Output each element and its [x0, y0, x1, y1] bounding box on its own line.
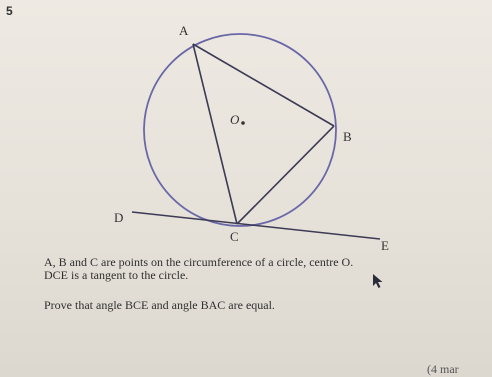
mouse-pointer-icon — [372, 273, 384, 289]
tangent-line-dce — [132, 212, 380, 239]
label-c: C — [230, 229, 239, 244]
label-b: B — [343, 129, 352, 144]
chord-ab — [193, 44, 334, 126]
chord-ac — [193, 44, 237, 224]
centre-dot — [241, 121, 245, 125]
circle — [144, 34, 336, 226]
marks-label: (4 mar — [427, 362, 459, 376]
question-number: 5 — [6, 4, 13, 18]
chord-bc — [237, 126, 334, 224]
label-e: E — [381, 238, 389, 253]
label-d: D — [114, 210, 124, 225]
label-o: O — [230, 112, 240, 127]
instruction-text: Prove that angle BCE and angle BAC are equal. — [44, 298, 275, 312]
statement-line-2: DCE is a tangent to the circle. — [44, 268, 189, 282]
label-a: A — [179, 23, 189, 38]
statement-line-1: A, B and C are points on the circumference of a circle, centre O. — [44, 255, 354, 269]
